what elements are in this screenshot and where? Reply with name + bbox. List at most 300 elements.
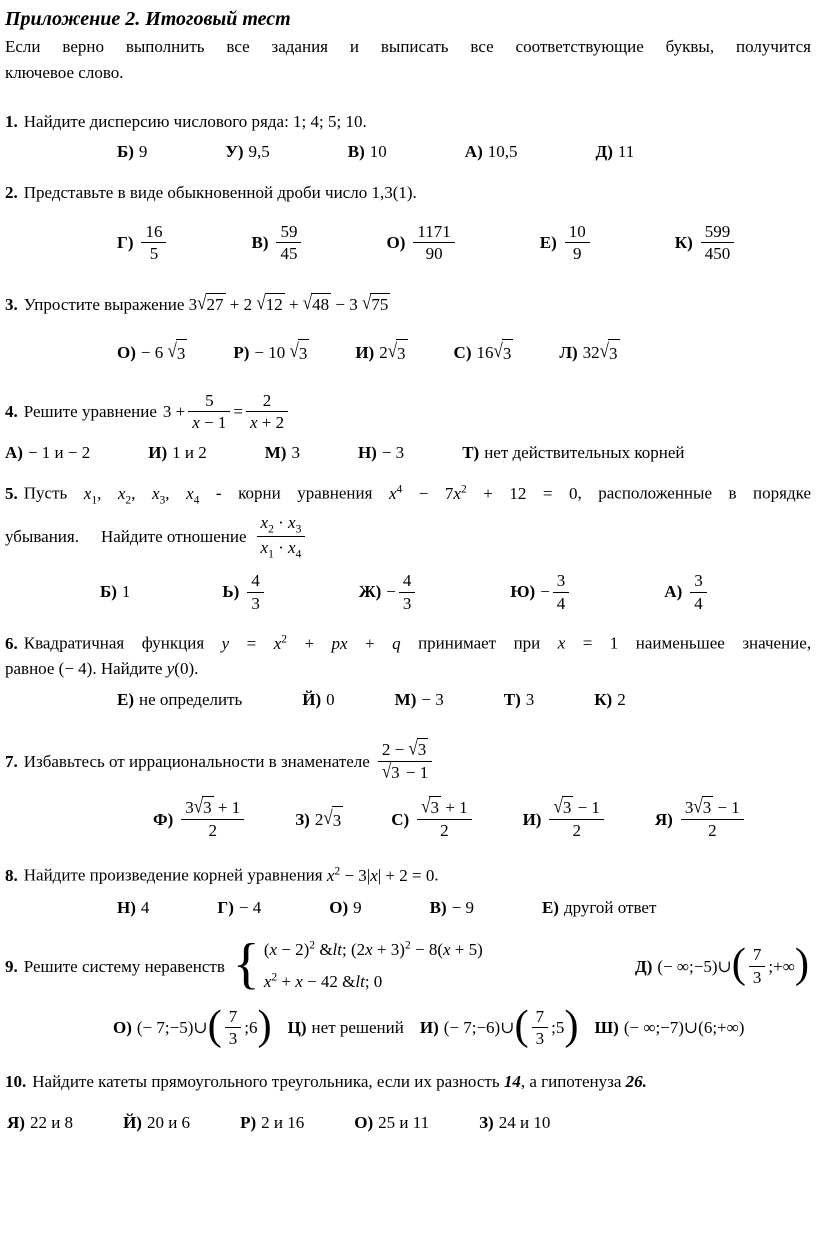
option-letter: В) [429,897,447,917]
inequality-1: $(x - 2)^2$ &lt; $(2x + 3)^2 - 8(x + 5)$ [263,938,483,960]
question-1-text [5,109,811,135]
denominator: 3 [228,1029,238,1049]
denominator: 450 [704,244,731,264]
question-4-text [5,389,811,435]
sqrt-symbol: √ [323,806,333,829]
numerator [417,795,471,820]
condition: x = 1 [557,633,619,653]
sqrt-symbol: √ [381,759,392,782]
question-number: 2. [5,183,18,202]
coefficient: 3 [185,798,194,818]
question-6 [5,630,811,712]
option-letter: Н) [117,897,136,917]
fraction [553,571,570,613]
option-n [117,895,149,921]
option-letter: О) [386,232,406,252]
radical-term [335,291,390,314]
option-value: − 1 и − 2 [27,442,91,462]
numerator: 7 [532,1007,549,1029]
main-fraction [378,737,432,782]
question-1 [5,109,811,164]
equation-lead: 3 + [162,401,186,421]
question-7-options [5,796,811,842]
question-3 [5,292,811,367]
coefficient: 3 [188,294,198,314]
option-value: − 4 [238,897,262,917]
option-t [462,440,684,466]
denominator: x − 1 [192,413,227,433]
option-letter: Н) [357,442,377,462]
option-letter: Л) [559,343,578,363]
denominator: 4 [556,593,566,613]
denominator: 3 [535,1029,545,1049]
option-value: − 3 [381,442,405,462]
denominator: 45 [280,244,298,264]
question-4 [5,389,811,466]
question-text: Представьте в виде обыкновенной дроби число [23,183,368,202]
equation: $x^2 - 3|x| + 2 = 0$ [326,864,435,886]
radicand: 3 [502,339,514,367]
coefficient: − 3 [335,294,358,314]
question-text: Квадратичная функция [23,633,205,653]
denominator: 4 [694,593,703,613]
option-i [355,339,407,367]
sqrt-symbol: √ [553,795,563,818]
sqrt-symbol: √ [693,795,703,818]
denominator: 9 [573,244,582,264]
coefficient: − 10 [254,343,286,363]
option-value: 20 и 6 [146,1113,191,1133]
question-5-options [5,569,811,615]
equation: $x^4 - 7x^2 + 12 = 0$ [388,482,578,503]
option-letter: О) [354,1113,374,1133]
option-letter: Я) [654,809,673,829]
option-v [430,895,474,921]
question-number: 7. [5,751,18,771]
option-letter: Г) [217,897,234,917]
radicand: 3 [176,339,188,367]
sqrt-symbol: √ [197,291,207,314]
ratio-fraction [257,513,306,561]
numerator: 5 [188,391,230,413]
sqrt-symbol: √ [256,291,266,314]
option-value: нет действительных корней [484,442,685,462]
question-text: Найдите катеты прямоугольного треугольника, если их разность [32,1071,500,1091]
sign: − [540,582,550,602]
option-letter: В) [251,232,269,252]
fraction [417,795,471,840]
question-text: - корни уравнения [215,483,373,503]
option-letter: А) [464,141,483,161]
option-g [117,220,169,266]
option-letter: Е) [539,232,557,252]
coefficient: − 6 [140,343,164,363]
numerator [549,795,603,820]
coefficient: 32 [582,343,600,363]
denominator [378,759,432,783]
denominator: 3 [752,967,762,987]
option-m [265,440,300,466]
option-zh [359,569,419,615]
interval-text: ;+∞ [768,956,795,976]
option-value: 22 и 8 [29,1113,74,1133]
numerator [681,795,744,820]
option-b [100,579,130,605]
sqrt-symbol: √ [289,339,299,362]
question-text: Найдите произведение корней уравнения [23,866,323,886]
numerator: 10 [565,222,590,244]
sqrt-symbol: √ [493,339,503,362]
question-text: Упростите выражение [23,294,185,314]
option-value: 9 [353,897,362,917]
option-letter: К) [594,689,613,709]
intro-line-1: Если верно выполнить все задания и выписать все соответствующие буквы, получится [5,37,811,56]
radicand: 75 [371,294,389,314]
option-value: 3 [525,689,535,709]
question-3-options [5,339,811,367]
option-i [148,440,207,466]
sqrt-symbol: √ [167,339,177,362]
question-text: наименьшее значение, [635,633,812,653]
period: . [194,659,199,679]
option-letter: В) [347,141,365,161]
option-letter: Б) [117,141,134,161]
question-4-options [5,440,811,466]
option-yu [510,569,572,615]
option-r [233,339,309,367]
option-letter: К) [674,232,693,252]
question-8 [5,862,811,920]
option-i: И) (− 7;−6)∪ ( $\frac{7}{3}$ ;5 ) [419,1001,579,1049]
fraction [141,222,166,264]
sqrt-symbol: √ [302,291,313,314]
radical-term [288,291,331,314]
option-value: 24 и 10 [498,1113,551,1133]
denominator: x + 2 [249,413,285,433]
radical-term [188,291,226,314]
fraction [247,571,264,613]
numerator: 599 [701,222,735,244]
question-7 [5,738,811,842]
sqrt-symbol: √ [599,339,610,362]
sqrt-symbol: √ [387,339,398,362]
option-a [664,569,709,615]
option-ya [7,1110,73,1136]
radicand: 3 [702,798,712,818]
radicand: 3 [608,339,620,367]
question-number: 5. [5,483,18,503]
question-number: 1. [5,112,18,131]
option-o [386,220,457,266]
option-d [596,139,635,165]
question-number: 4. [5,401,18,421]
interval-text: ;5 [551,1017,565,1037]
option-ts [288,1015,404,1041]
term: 2 − [381,740,405,760]
fraction [246,391,288,433]
numerator [378,737,432,762]
option-letter: Е) [541,897,559,917]
interval-text: (− 7;−6)∪ [443,1017,515,1037]
fraction [565,222,590,264]
question-text: Решите систему неравенств [23,956,225,976]
intro-line-2: ключевое слово. [5,62,124,82]
option-letter: Я) [7,1113,25,1133]
question-text: равное (− 4). Найдите [5,659,163,679]
question-6-line2 [5,656,811,682]
question-10-text [5,1069,811,1095]
question-5-line2 [5,511,811,563]
option-letter: Д) [635,956,653,976]
option-s [454,339,514,367]
sqrt-symbol: √ [408,737,418,760]
term: + 1 [217,798,241,818]
denominator: $x_1 \cdot x_4$ [260,538,302,561]
fraction [681,795,744,840]
question-6-line1 [5,630,811,656]
interval-text: ;6 [244,1017,258,1037]
coefficient: 2 [314,809,324,829]
option-l [559,339,619,367]
option-a [465,139,518,165]
coefficient: 16 [476,343,494,363]
numerator: 59 [276,222,301,244]
option-a [5,440,90,466]
fraction [188,391,230,433]
option-value: 25 и 11 [378,1113,430,1133]
option-letter: Ю) [510,582,536,602]
period: . [412,183,417,202]
option-value: 3 [291,442,300,462]
option-value: 1 [121,582,131,602]
option-letter: У) [225,141,244,161]
option-letter: О) [113,1017,132,1037]
option-letter: И) [148,442,168,462]
question-5-line1 [5,480,811,508]
option-value: 9 [138,141,148,161]
option-letter: Т) [462,442,480,462]
option-y [302,687,334,713]
denominator: 2 [708,820,717,840]
denominator: 5 [149,244,159,264]
question-text: Найдите отношение [100,527,247,547]
option-letter: Е) [117,689,134,709]
coefficient: + 2 [229,294,253,314]
option-letter: Й) [302,689,322,709]
denominator: 2 [572,820,581,840]
numerator: 3 [690,571,707,593]
option-k [594,687,626,713]
question-6-options [5,687,811,713]
option-letter: Р) [240,1113,257,1133]
option-letter: Ц) [287,1017,307,1037]
option-value: 10,5 [487,141,518,161]
question-2-options [5,220,811,266]
fraction [549,795,603,840]
numerator: 7 [749,945,766,967]
question-text: , а гипотенуза [520,1071,622,1091]
option-value: 9,5 [248,141,270,161]
option-value: 2 [617,689,626,709]
option-u [225,139,269,165]
question-10 [5,1069,811,1136]
fraction [225,1007,242,1049]
numerator: $x_2 \cdot x_3$ [257,513,306,538]
intro-text [5,34,811,85]
option-letter: Ж) [358,582,382,602]
numerator: 7 [225,1007,242,1029]
term: − 1 [405,762,429,782]
denominator: 2 [208,820,217,840]
option-o [354,1110,429,1136]
option-s [391,796,474,842]
coefficient: 2 [379,343,388,363]
question-number: 10. [5,1071,27,1091]
option-e [117,687,242,713]
fraction [399,571,416,613]
option-letter: И) [355,343,375,363]
coefficient: + [288,294,299,314]
denominator: 2 [440,820,449,840]
question-text: Решите уравнение [23,401,157,421]
option-value: − 9 [451,897,474,917]
question-text: Избавьтесь от иррациональности в знаменателе [23,751,370,771]
option-value: другой ответ [563,897,657,917]
question-2-text [5,180,811,206]
denominator: 3 [251,593,260,613]
numerator: 2 [246,391,288,413]
fraction [690,571,707,613]
question-text: Найдите дисперсию числового ряда: 1; 4; 5; 10. [23,112,367,131]
question-5 [5,480,811,615]
option-letter: Б) [100,582,117,602]
option-letter: И) [522,809,542,829]
option-soft [222,569,266,615]
option-letter: Г) [117,232,134,252]
radicand: 12 [265,294,283,314]
option-letter: Ш) [594,1017,619,1037]
question-number: 3. [5,294,18,314]
option-value: нет решений [311,1017,404,1037]
option-y [123,1110,190,1136]
option-letter: С) [391,809,410,829]
term: − 1 [577,798,600,818]
fraction [276,222,301,264]
coefficient: 3 [684,798,694,818]
option-o [329,895,361,921]
option-t [504,687,535,713]
numerator: 16 [141,222,166,244]
term: − 1 [717,798,740,818]
question-number: 9. [5,956,18,976]
period: . [434,866,439,886]
question-10-options [5,1110,811,1136]
option-letter: Ь) [222,582,240,602]
option-letter: О) [117,343,136,363]
option-k [675,220,738,266]
option-letter: З) [479,1113,494,1133]
question-9 [5,934,811,1051]
option-letter: Д) [595,141,613,161]
radicand: 48 [312,294,330,314]
option-b [117,139,147,165]
numerator [181,795,244,820]
radicand: 3 [396,339,408,367]
denominator: 90 [425,244,443,264]
question-7-text [5,738,811,784]
fraction [532,1007,549,1049]
radicand: 3 [430,798,439,818]
radicand: 3 [298,339,310,367]
question-number: 8. [5,866,18,886]
option-value: 11 [617,141,635,161]
option-i [523,796,607,842]
radicand: 3 [562,798,572,818]
page-title: Приложение 2. Итоговый тест [5,8,291,30]
option-value: (− ∞;−7)∪(6;+∞) [623,1017,745,1037]
interval-text: (− ∞;−5)∪ [657,956,732,976]
sign: − [386,582,396,602]
radicand: 27 [206,294,224,314]
question-8-options [5,895,811,921]
sqrt-symbol: √ [193,795,204,818]
formula: $y = x^2$ + px + q [221,632,401,653]
fraction [181,795,244,840]
option-letter: И) [419,1017,439,1037]
option-value: 1 и 2 [172,442,207,462]
question-9-system-row: 9. Решите систему неравенств { $(x - 2)^2$ &lt; $(2x + 3)^2 - 8(x + 5)$ $x^2 + x - 42$ &lt; 0 Д) (− ∞;−5)∪ ( $\frac{7}{3}$ ;+∞ ) [5,934,811,999]
question-text: убывания. [5,527,79,547]
question-8-text [5,862,811,888]
interval-text: (− 7;−5)∪ [136,1017,208,1037]
option-value: 4 [140,897,150,917]
fraction [749,945,766,987]
option-g [217,895,261,921]
option-value: 2 и 16 [261,1113,305,1133]
denominator: 3 [402,593,412,613]
question-3-text [5,292,811,318]
numerator: 4 [399,571,416,593]
option-letter: Р) [233,343,250,363]
find-value: y(0) [166,659,195,679]
fraction [701,222,735,264]
radicand: 3 [332,806,344,834]
value-hypotenuse: 26. [625,1071,647,1091]
option-z [295,806,343,834]
equals-sign: = [233,401,243,421]
option-o: О) (− 7;−5)∪ ( $\frac{7}{3}$ ;6 ) [113,1001,272,1049]
option-sh [595,1015,745,1041]
option-d: Д) (− ∞;−5)∪ ( $\frac{7}{3}$ ;+∞ ) [635,940,809,988]
value-difference: 14 [503,1071,521,1091]
option-letter: М) [394,689,417,709]
inequality-2: $x^2 + x - 42$ &lt; 0 [263,970,383,992]
option-value: 0 [326,689,335,709]
option-value: − 3 [421,689,444,709]
option-o [117,339,187,367]
fraction [413,222,454,264]
option-letter: Т) [503,689,521,709]
numerator: 3 [553,571,570,593]
option-letter: А) [5,442,23,462]
question-text: принимает при [418,633,541,653]
option-value: 10 [369,141,387,161]
roots-list: $x_1$, $x_2$, $x_3$, $x_4$ [83,483,200,507]
option-z [479,1110,550,1136]
question-2 [5,180,811,266]
option-letter: З) [295,809,310,829]
option-ya [655,796,747,842]
